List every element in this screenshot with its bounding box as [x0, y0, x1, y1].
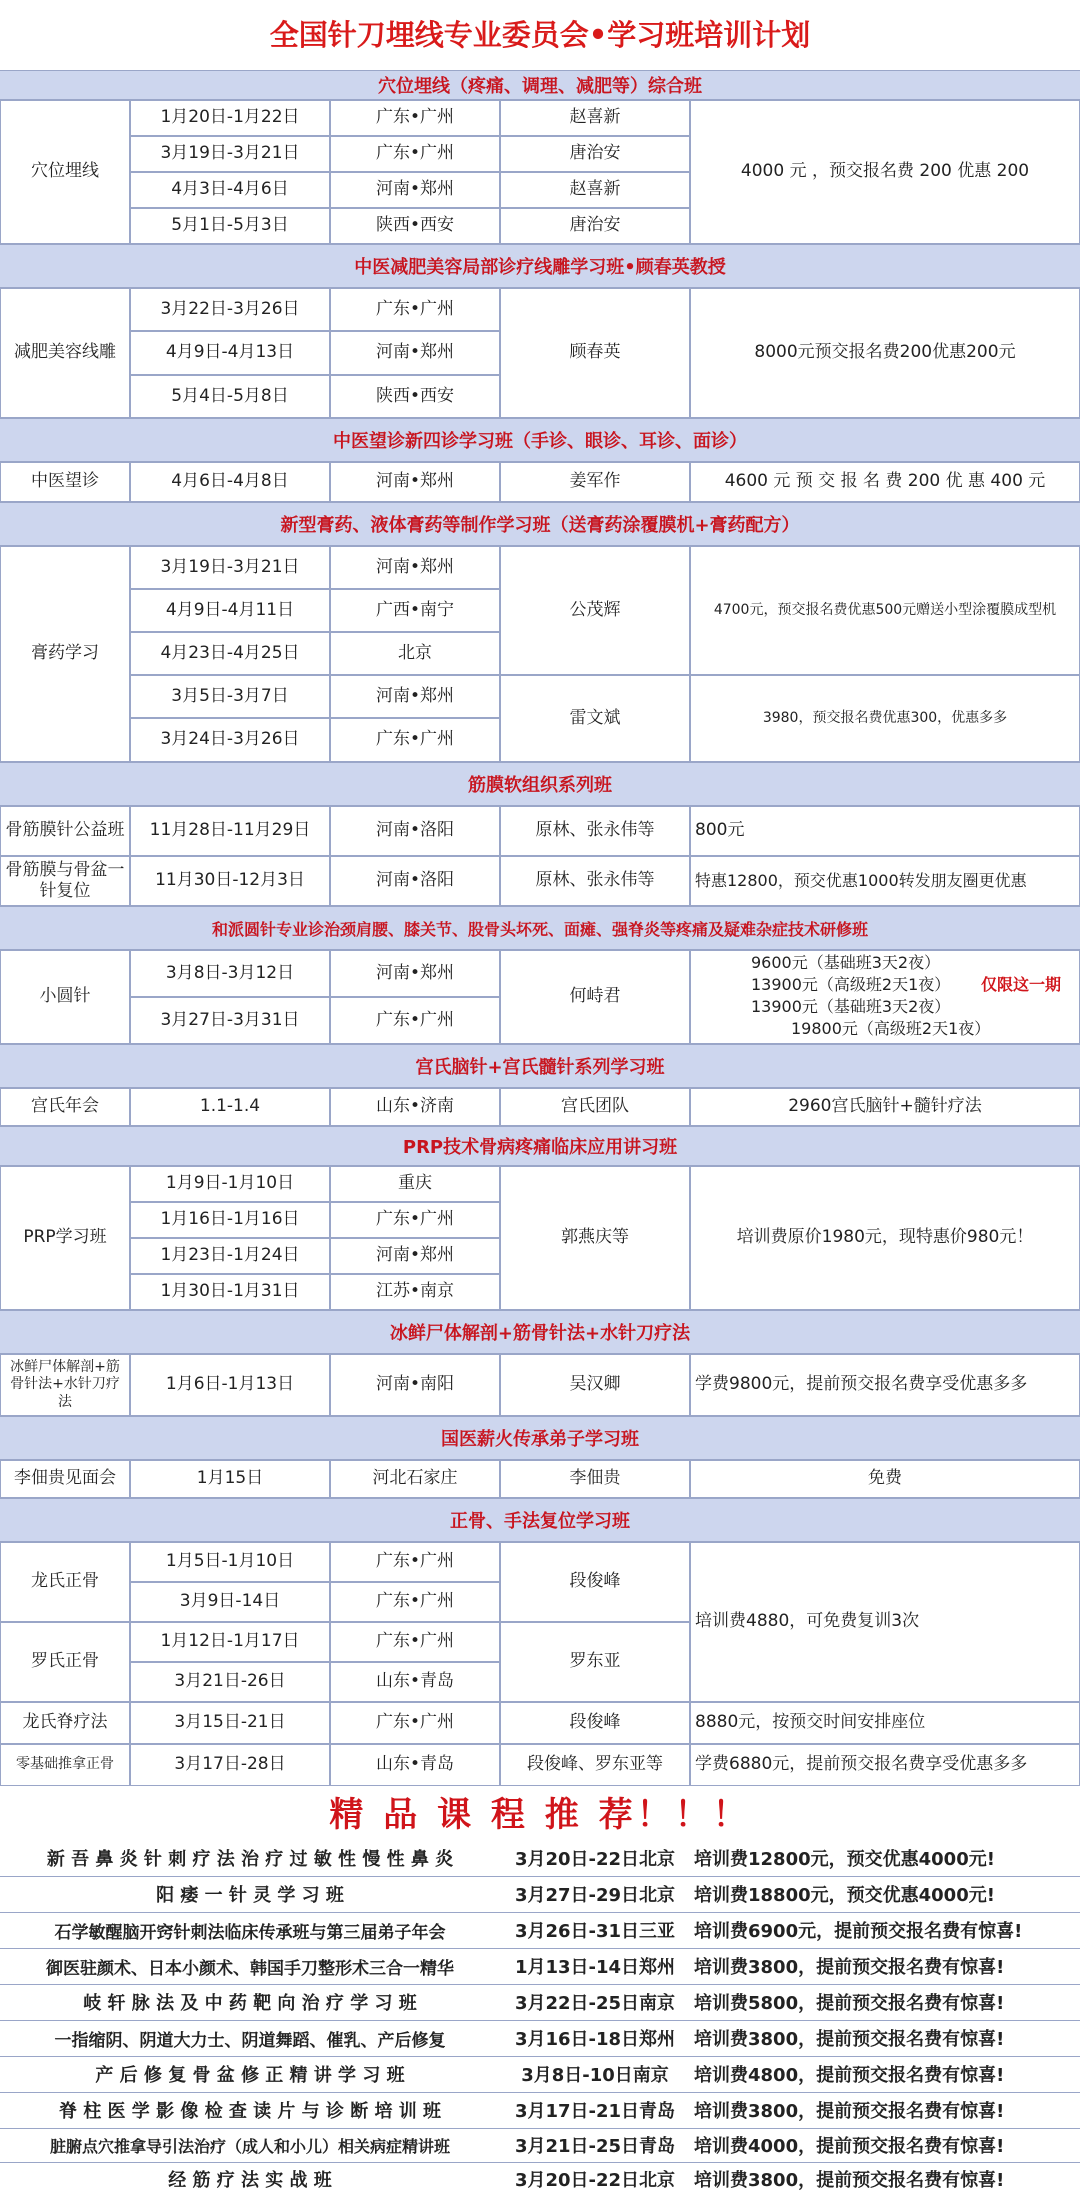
row-divider — [0, 1948, 1080, 1949]
course-name: 中医望诊 — [0, 462, 130, 502]
course-date: 3月8日-3月12日 — [130, 950, 330, 997]
row-divider — [0, 2162, 1080, 2163]
course-place: 河南•郑州 — [330, 1238, 500, 1274]
row-divider — [0, 1876, 1080, 1877]
course-name: 小圆针 — [0, 950, 130, 1044]
course-price: 学费9800元，提前预交报名费享受优惠多多 — [690, 1354, 1080, 1416]
course-name: 穴位埋线 — [0, 100, 130, 244]
course-name: PRP学习班 — [0, 1166, 130, 1310]
premium-course-date: 1月13日-14日郑州 — [514, 1957, 676, 1978]
course-place: 广东•广州 — [330, 136, 500, 172]
course-date: 5月4日-5月8日 — [130, 375, 330, 418]
price-line: 13900元（高级班2天1夜） — [751, 975, 951, 994]
course-price: 4000 元 ，预交报名费 200 优惠 200 — [690, 100, 1080, 244]
premium-banner: 精 品 课 程 推 荐！！！ — [329, 1795, 751, 1835]
course-teacher: 段俊峰、罗东亚等 — [500, 1744, 690, 1786]
premium-course-price: 培训费5800，提前预交报名费有惊喜! — [694, 1993, 1005, 2014]
row-divider — [0, 1912, 1080, 1913]
course-place: 广东•广州 — [330, 100, 500, 136]
premium-course-name: 一指缩阴、阴道大力士、阴道舞蹈、催乳、产后修复 — [54, 2030, 446, 2051]
page-title: 全国针刀埋线专业委员会•学习班培训计划 — [269, 18, 811, 52]
course-price: 2960宫氏脑针+髓针疗法 — [690, 1088, 1080, 1126]
course-teacher: 何峙君 — [500, 950, 690, 1044]
course-name: 罗氏正骨 — [0, 1622, 130, 1702]
course-place: 河北石家庄 — [330, 1460, 500, 1498]
premium-course-name: 新 吾 鼻 炎 针 刺 疗 法 治 疗 过 敏 性 慢 性 鼻 炎 — [46, 1849, 454, 1870]
course-place: 广东•广州 — [330, 718, 500, 762]
premium-course-price: 培训费12800元，预交优惠4000元! — [694, 1849, 995, 1870]
section-header: 新型膏药、液体膏药等制作学习班（送膏药涂覆膜机+膏药配方） — [0, 502, 1080, 546]
price-line: 9600元（基础班3天2夜） — [751, 953, 941, 972]
course-date: 4月6日-4月8日 — [130, 462, 330, 502]
course-place: 河南•郑州 — [330, 331, 500, 375]
premium-course-name: 经 筋 疗 法 实 战 班 — [168, 2170, 332, 2191]
course-date: 1月5日-1月10日 — [130, 1542, 330, 1582]
course-date: 4月9日-4月11日 — [130, 589, 330, 632]
course-date: 3月5日-3月7日 — [130, 675, 330, 718]
course-teacher: 顾春英 — [500, 288, 690, 418]
premium-course-name: 脏腑点穴推拿导引法治疗（成人和小儿）相关病症精讲班 — [49, 2136, 450, 2156]
course-date: 1月20日-1月22日 — [130, 100, 330, 136]
course-teacher: 段俊峰 — [500, 1702, 690, 1744]
limited-note: 仅限这一期 — [981, 975, 1062, 994]
course-price: 4600 元 预 交 报 名 费 200 优 惠 400 元 — [690, 462, 1080, 502]
course-name: 膏药学习 — [0, 546, 130, 762]
course-date: 3月15日-21日 — [130, 1702, 330, 1744]
course-price-block — [690, 950, 1080, 1044]
course-date: 4月23日-4月25日 — [130, 632, 330, 675]
course-date: 3月21日-26日 — [130, 1662, 330, 1702]
row-divider — [0, 2020, 1080, 2021]
course-place: 江苏•南京 — [330, 1274, 500, 1310]
course-date: 1月30日-1月31日 — [130, 1274, 330, 1310]
row-divider — [0, 1984, 1080, 1985]
section-header: 正骨、手法复位学习班 — [0, 1498, 1080, 1542]
course-price: 学费6880元，提前预交报名费享受优惠多多 — [690, 1744, 1080, 1786]
course-place: 山东•济南 — [330, 1088, 500, 1126]
course-teacher: 原林、张永伟等 — [500, 806, 690, 856]
premium-course-price: 培训费6900元，提前预交报名费有惊喜! — [694, 1921, 1023, 1942]
course-price: 8880元，按预交时间安排座位 — [690, 1702, 1080, 1744]
course-date: 3月19日-3月21日 — [130, 136, 330, 172]
course-place: 广东•广州 — [330, 997, 500, 1044]
course-price: 800元 — [690, 806, 1080, 856]
course-place: 河南•洛阳 — [330, 806, 500, 856]
course-name: 零基础推拿正骨 — [0, 1744, 130, 1786]
course-date: 1月12日-1月17日 — [130, 1622, 330, 1662]
premium-course-price: 培训费4000，提前预交报名费有惊喜! — [694, 2136, 1005, 2157]
course-teacher: 姜军作 — [500, 462, 690, 502]
premium-course-date: 3月16日-18日郑州 — [514, 2029, 676, 2050]
section-header: 和派圆针专业诊治颈肩腰、膝关节、股骨头坏死、面瘫、强脊炎等疼痛及疑难杂症技术研修班 — [0, 906, 1080, 950]
section-header: 国医薪火传承弟子学习班 — [0, 1416, 1080, 1460]
section-header: PRP技术骨病疼痛临床应用讲习班 — [0, 1126, 1080, 1166]
course-place: 广东•广州 — [330, 1582, 500, 1622]
course-teacher: 公茂辉 — [500, 546, 690, 675]
row-divider — [0, 2092, 1080, 2093]
course-teacher: 原林、张永伟等 — [500, 856, 690, 906]
course-date: 3月27日-3月31日 — [130, 997, 330, 1044]
section-header: 宫氏脑针+宫氏髓针系列学习班 — [0, 1044, 1080, 1088]
course-place: 广西•南宁 — [330, 589, 500, 632]
course-name: 骨筋膜与骨盆一针复位 — [0, 856, 130, 906]
course-date: 1月9日-1月10日 — [130, 1166, 330, 1202]
course-place: 河南•郑州 — [330, 546, 500, 589]
course-price: 培训费4880，可免费复训3次 — [690, 1542, 1080, 1702]
premium-course-name: 脊 柱 医 学 影 像 检 查 读 片 与 诊 断 培 训 班 — [59, 2101, 441, 2122]
course-date: 1月6日-1月13日 — [130, 1354, 330, 1416]
premium-course-price: 培训费3800，提前预交报名费有惊喜! — [694, 2101, 1005, 2122]
premium-course-price: 培训费4800，提前预交报名费有惊喜! — [694, 2065, 1005, 2086]
course-teacher: 赵喜新 — [500, 100, 690, 136]
course-name: 减肥美容线雕 — [0, 288, 130, 418]
course-place: 河南•南阳 — [330, 1354, 500, 1416]
premium-course-date: 3月20日-22日北京 — [514, 1849, 676, 1870]
course-place: 河南•郑州 — [330, 462, 500, 502]
premium-course-name: 岐 轩 脉 法 及 中 药 靶 向 治 疗 学 习 班 — [83, 1993, 417, 2014]
course-name: 龙氏正骨 — [0, 1542, 130, 1622]
course-date: 1月15日 — [130, 1460, 330, 1498]
course-price: 8000元预交报名费200优惠200元 — [690, 288, 1080, 418]
course-teacher: 唐治安 — [500, 136, 690, 172]
premium-course-date: 3月21日-25日青岛 — [514, 2136, 676, 2157]
premium-course-date: 3月22日-25日南京 — [514, 1993, 676, 2014]
premium-course-name: 石学敏醒脑开窍针刺法临床传承班与第三届弟子年会 — [54, 1922, 446, 1943]
premium-course-date: 3月20日-22日北京 — [514, 2170, 676, 2191]
premium-course-price: 培训费3800，提前预交报名费有惊喜! — [694, 1957, 1005, 1978]
premium-course-price: 培训费3800，提前预交报名费有惊喜! — [694, 2170, 1005, 2191]
premium-course-name: 阳 痿 一 针 灵 学 习 班 — [156, 1885, 344, 1906]
course-price: 4700元，预交报名费优惠500元赠送小型涂覆膜成型机 — [690, 546, 1080, 675]
premium-course-date: 3月26日-31日三亚 — [514, 1921, 676, 1942]
course-date: 4月9日-4月13日 — [130, 331, 330, 375]
course-date: 3月22日-3月26日 — [130, 288, 330, 331]
course-teacher: 赵喜新 — [500, 172, 690, 208]
premium-course-date: 3月27日-29日北京 — [514, 1885, 676, 1906]
course-name: 李佃贵见面会 — [0, 1460, 130, 1498]
row-divider — [0, 2128, 1080, 2129]
course-place: 河南•郑州 — [330, 172, 500, 208]
course-price: 3980，预交报名费优惠300，优惠多多 — [690, 675, 1080, 762]
course-date: 11月30日-12月3日 — [130, 856, 330, 906]
course-teacher: 罗东亚 — [500, 1622, 690, 1702]
premium-course-date: 3月8日-10日南京 — [521, 2065, 669, 2086]
course-date: 3月17日-28日 — [130, 1744, 330, 1786]
course-teacher: 雷文斌 — [500, 675, 690, 762]
course-place: 广东•广州 — [330, 1202, 500, 1238]
section-header: 中医望诊新四诊学习班（手诊、眼诊、耳诊、面诊） — [0, 418, 1080, 462]
course-place: 河南•洛阳 — [330, 856, 500, 906]
price-line: 19800元（高级班2天1夜） — [791, 1019, 991, 1038]
course-date: 3月9日-14日 — [130, 1582, 330, 1622]
course-place: 广东•广州 — [330, 1542, 500, 1582]
course-teacher: 李佃贵 — [500, 1460, 690, 1498]
course-teacher: 宫氏团队 — [500, 1088, 690, 1126]
price-line: 13900元（基础班3天2夜） — [751, 997, 951, 1016]
course-place: 陕西•西安 — [330, 375, 500, 418]
course-place: 山东•青岛 — [330, 1662, 500, 1702]
course-price: 特惠12800，预交优惠1000转发朋友圈更优惠 — [690, 856, 1080, 906]
course-date: 1月23日-1月24日 — [130, 1238, 330, 1274]
course-price: 培训费原价1980元，现特惠价980元！ — [690, 1166, 1080, 1310]
course-name: 冰鲜尸体解剖+筋骨针法+水针刀疗法 — [0, 1354, 130, 1416]
section-header: 中医减肥美容局部诊疗线雕学习班•顾春英教授 — [0, 244, 1080, 288]
premium-course-name: 产 后 修 复 骨 盆 修 正 精 讲 学 习 班 — [95, 2065, 405, 2086]
course-place: 广东•广州 — [330, 1622, 500, 1662]
course-date: 5月1日-5月3日 — [130, 208, 330, 244]
course-date: 3月24日-3月26日 — [130, 718, 330, 762]
course-name: 龙氏脊疗法 — [0, 1702, 130, 1744]
course-date: 1.1-1.4 — [130, 1088, 330, 1126]
course-teacher: 郭燕庆等 — [500, 1166, 690, 1310]
course-place: 山东•青岛 — [330, 1744, 500, 1786]
course-date: 3月19日-3月21日 — [130, 546, 330, 589]
course-date: 11月28日-11月29日 — [130, 806, 330, 856]
course-place: 广东•广州 — [330, 1702, 500, 1744]
section-header: 穴位埋线（疼痛、调理、减肥等）综合班 — [0, 70, 1080, 100]
course-teacher: 唐治安 — [500, 208, 690, 244]
premium-course-date: 3月17日-21日青岛 — [514, 2101, 676, 2122]
course-place: 重庆 — [330, 1166, 500, 1202]
course-teacher: 段俊峰 — [500, 1542, 690, 1622]
course-teacher: 吴汉卿 — [500, 1354, 690, 1416]
section-header: 冰鲜尸体解剖+筋骨针法+水针刀疗法 — [0, 1310, 1080, 1354]
course-place: 北京 — [330, 632, 500, 675]
course-name: 宫氏年会 — [0, 1088, 130, 1126]
course-place: 陕西•西安 — [330, 208, 500, 244]
row-divider — [0, 2056, 1080, 2057]
course-place: 河南•郑州 — [330, 950, 500, 997]
course-date: 4月3日-4月6日 — [130, 172, 330, 208]
premium-course-price: 培训费18800元，预交优惠4000元! — [694, 1885, 995, 1906]
course-date: 1月16日-1月16日 — [130, 1202, 330, 1238]
premium-course-name: 御医驻颜术、日本小颜术、韩国手刀整形术三合一精华 — [46, 1958, 454, 1979]
course-price: 免费 — [690, 1460, 1080, 1498]
section-header: 筋膜软组织系列班 — [0, 762, 1080, 806]
course-place: 河南•郑州 — [330, 675, 500, 718]
premium-course-price: 培训费3800，提前预交报名费有惊喜! — [694, 2029, 1005, 2050]
course-place: 广东•广州 — [330, 288, 500, 331]
course-name: 骨筋膜针公益班 — [0, 806, 130, 856]
